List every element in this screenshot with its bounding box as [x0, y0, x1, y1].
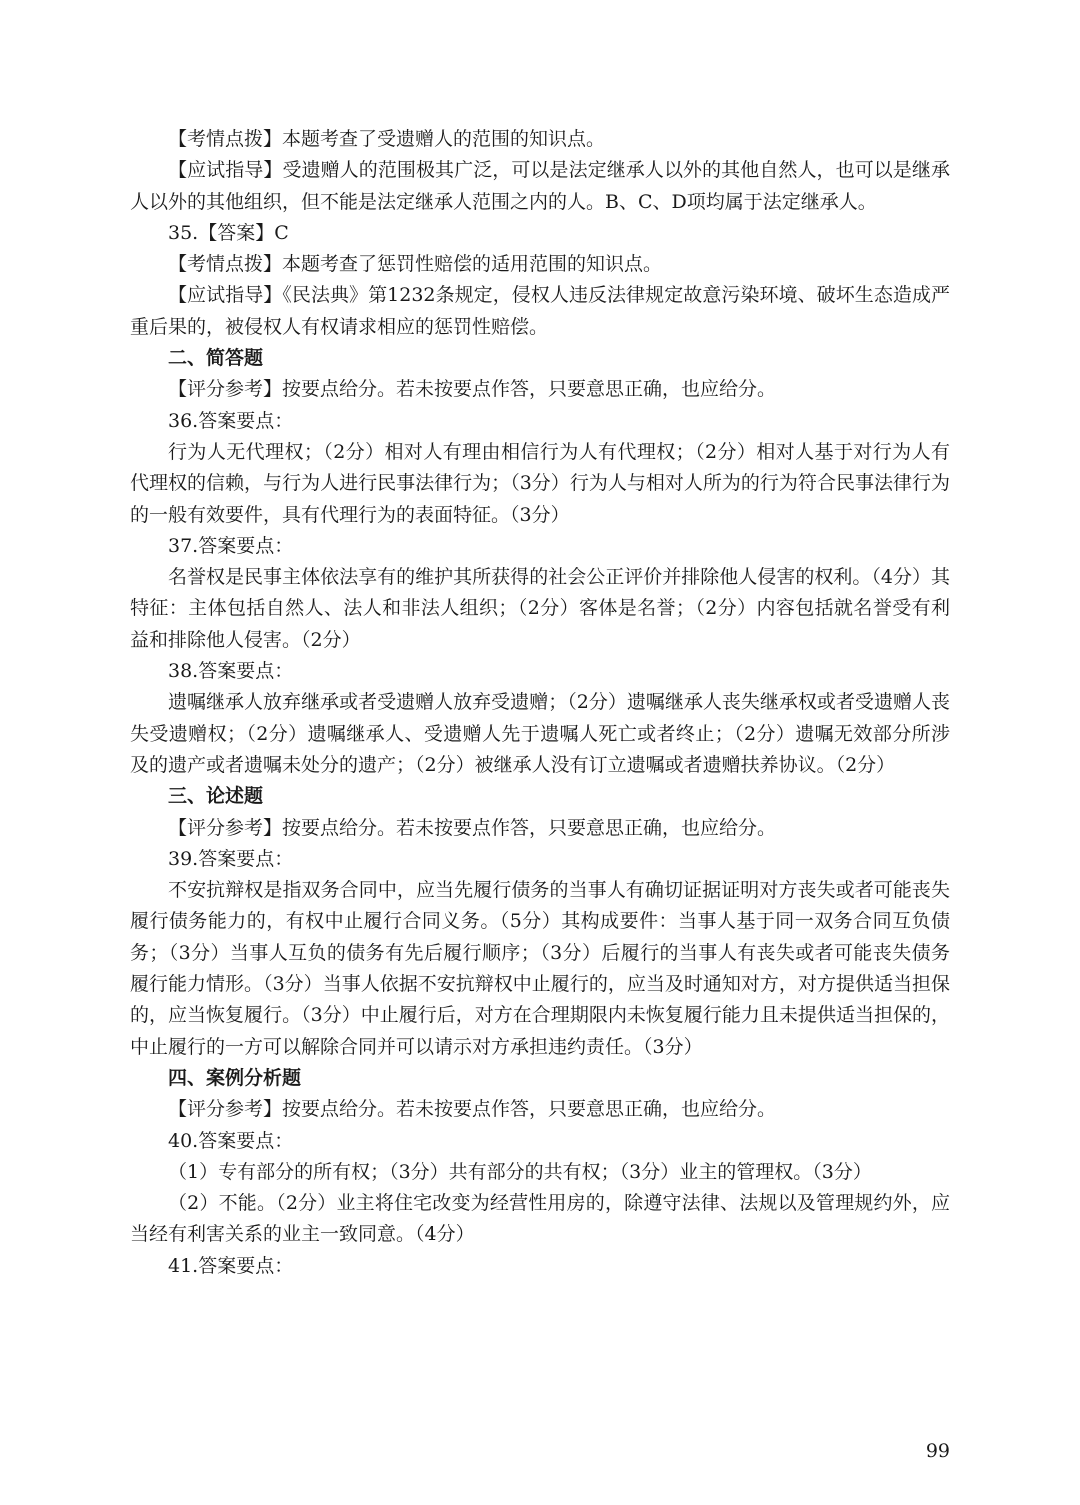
- answer-39-body: 不安抗辩权是指双务合同中，应当先履行债务的当事人有确切证据证明对方丧失或者可能丧失履行债务能力的，有权中止履行合同义务。（5分）其构成要件：当事人基于同一双务合同互负债务；（3分）当事人互负的债务有先后履行顺序；（3分）后履行的当事人有丧失或者可能丧失债务履行能力情形。（3分）当事人依据不安抗辩权中止履行的，应当及时通知对方，对方提供适当担保的，应当恢复履行。（3分）中止履行后，对方在合理期限内未恢复履行能力且未提供适当担保的，中止履行的一方可以解除合同并可以请示对方承担违约责任。（3分）: [130, 879, 950, 1058]
- answer-40-part-2: （2）不能。（2分）业主将住宅改变为经营性用房的，除遵守法律、法规以及管理规约外，应当经有利害关系的业主一致同意。（4分）: [130, 1192, 950, 1246]
- scoring-reference: 【评分参考】按要点给分。若未按要点作答，只要意思正确，也应给分。: [168, 1098, 777, 1121]
- answer-37-body: 名誉权是民事主体依法享有的维护其所获得的社会公正评价并排除他人侵害的权利。（4分）其特征：主体包括自然人、法人和非法人组织；（2分）客体是名誉；（2分）内容包括就名誉受有利益和排除他人侵害。（2分）: [130, 566, 950, 651]
- answer-39-label: 39.答案要点：: [168, 847, 294, 870]
- scoring-reference: 【评分参考】按要点给分。若未按要点作答，只要意思正确，也应给分。: [168, 816, 777, 839]
- answer-41-label: 41.答案要点：: [168, 1254, 294, 1277]
- answer-36-label: 36.答案要点：: [168, 409, 294, 432]
- answer-40-label: 40.答案要点：: [168, 1129, 294, 1152]
- answer-38-body: 遗嘱继承人放弃继承或者受遗赠人放弃受遗赠；（2分）遗嘱继承人丧失继承权或者受遗赠人丧失受遗赠权；（2分）遗嘱继承人、受遗赠人先于遗嘱人死亡或者终止；（2分）遗嘱无效部分所涉及的遗产或者遗嘱未处分的遗产；（2分）被继承人没有订立遗嘱或者遗赠扶养协议。（2分）: [130, 691, 950, 776]
- answer-36-body: 行为人无代理权；（2分）相对人有理由相信行为人有代理权；（2分）相对人基于对行为人有代理权的信赖，与行为人进行民事法律行为；（3分）行为人与相对人所为的行为符合民事法律行为的一般有效要件，具有代理行为的表面特征。（3分）: [130, 440, 950, 526]
- answer-37-label: 37.答案要点：: [168, 534, 294, 557]
- answer-40-part-1: （1）专有部分的所有权；（3分）共有部分的共有权；（3分）业主的管理权。（3分）: [168, 1160, 872, 1183]
- guidance-paragraph: 【应试指导】受遗赠人的范围极其广泛，可以是法定继承人以外的其他自然人，也可以是继承人以外的其他组织，但不能是法定继承人范围之内的人。B、C、D项均属于法定继承人。: [130, 159, 950, 213]
- exam-point-paragraph: 【考情点拨】本题考查了受遗赠人的范围的知识点。: [168, 128, 606, 150]
- section-heading-short-answer: 二、简答题: [168, 347, 264, 370]
- page-number: 99: [925, 1440, 950, 1462]
- section-heading-case-analysis: 四、案例分析题: [168, 1066, 302, 1089]
- answer-38-label: 38.答案要点：: [168, 660, 294, 683]
- section-heading-essay: 三、论述题: [168, 785, 264, 808]
- scoring-reference: 【评分参考】按要点给分。若未按要点作答，只要意思正确，也应给分。: [168, 378, 777, 401]
- exam-point-paragraph: 【考情点拨】本题考查了惩罚性赔偿的适用范围的知识点。: [168, 253, 663, 276]
- guidance-paragraph: 【应试指导】《民法典》第1232条规定，侵权人违反法律规定故意污染环境、破坏生态造成严重后果的，被侵权人有权请求相应的惩罚性赔偿。: [130, 284, 950, 338]
- answer-35: 35.【答案】C: [168, 221, 289, 244]
- answer-key-body: [130, 124, 950, 1282]
